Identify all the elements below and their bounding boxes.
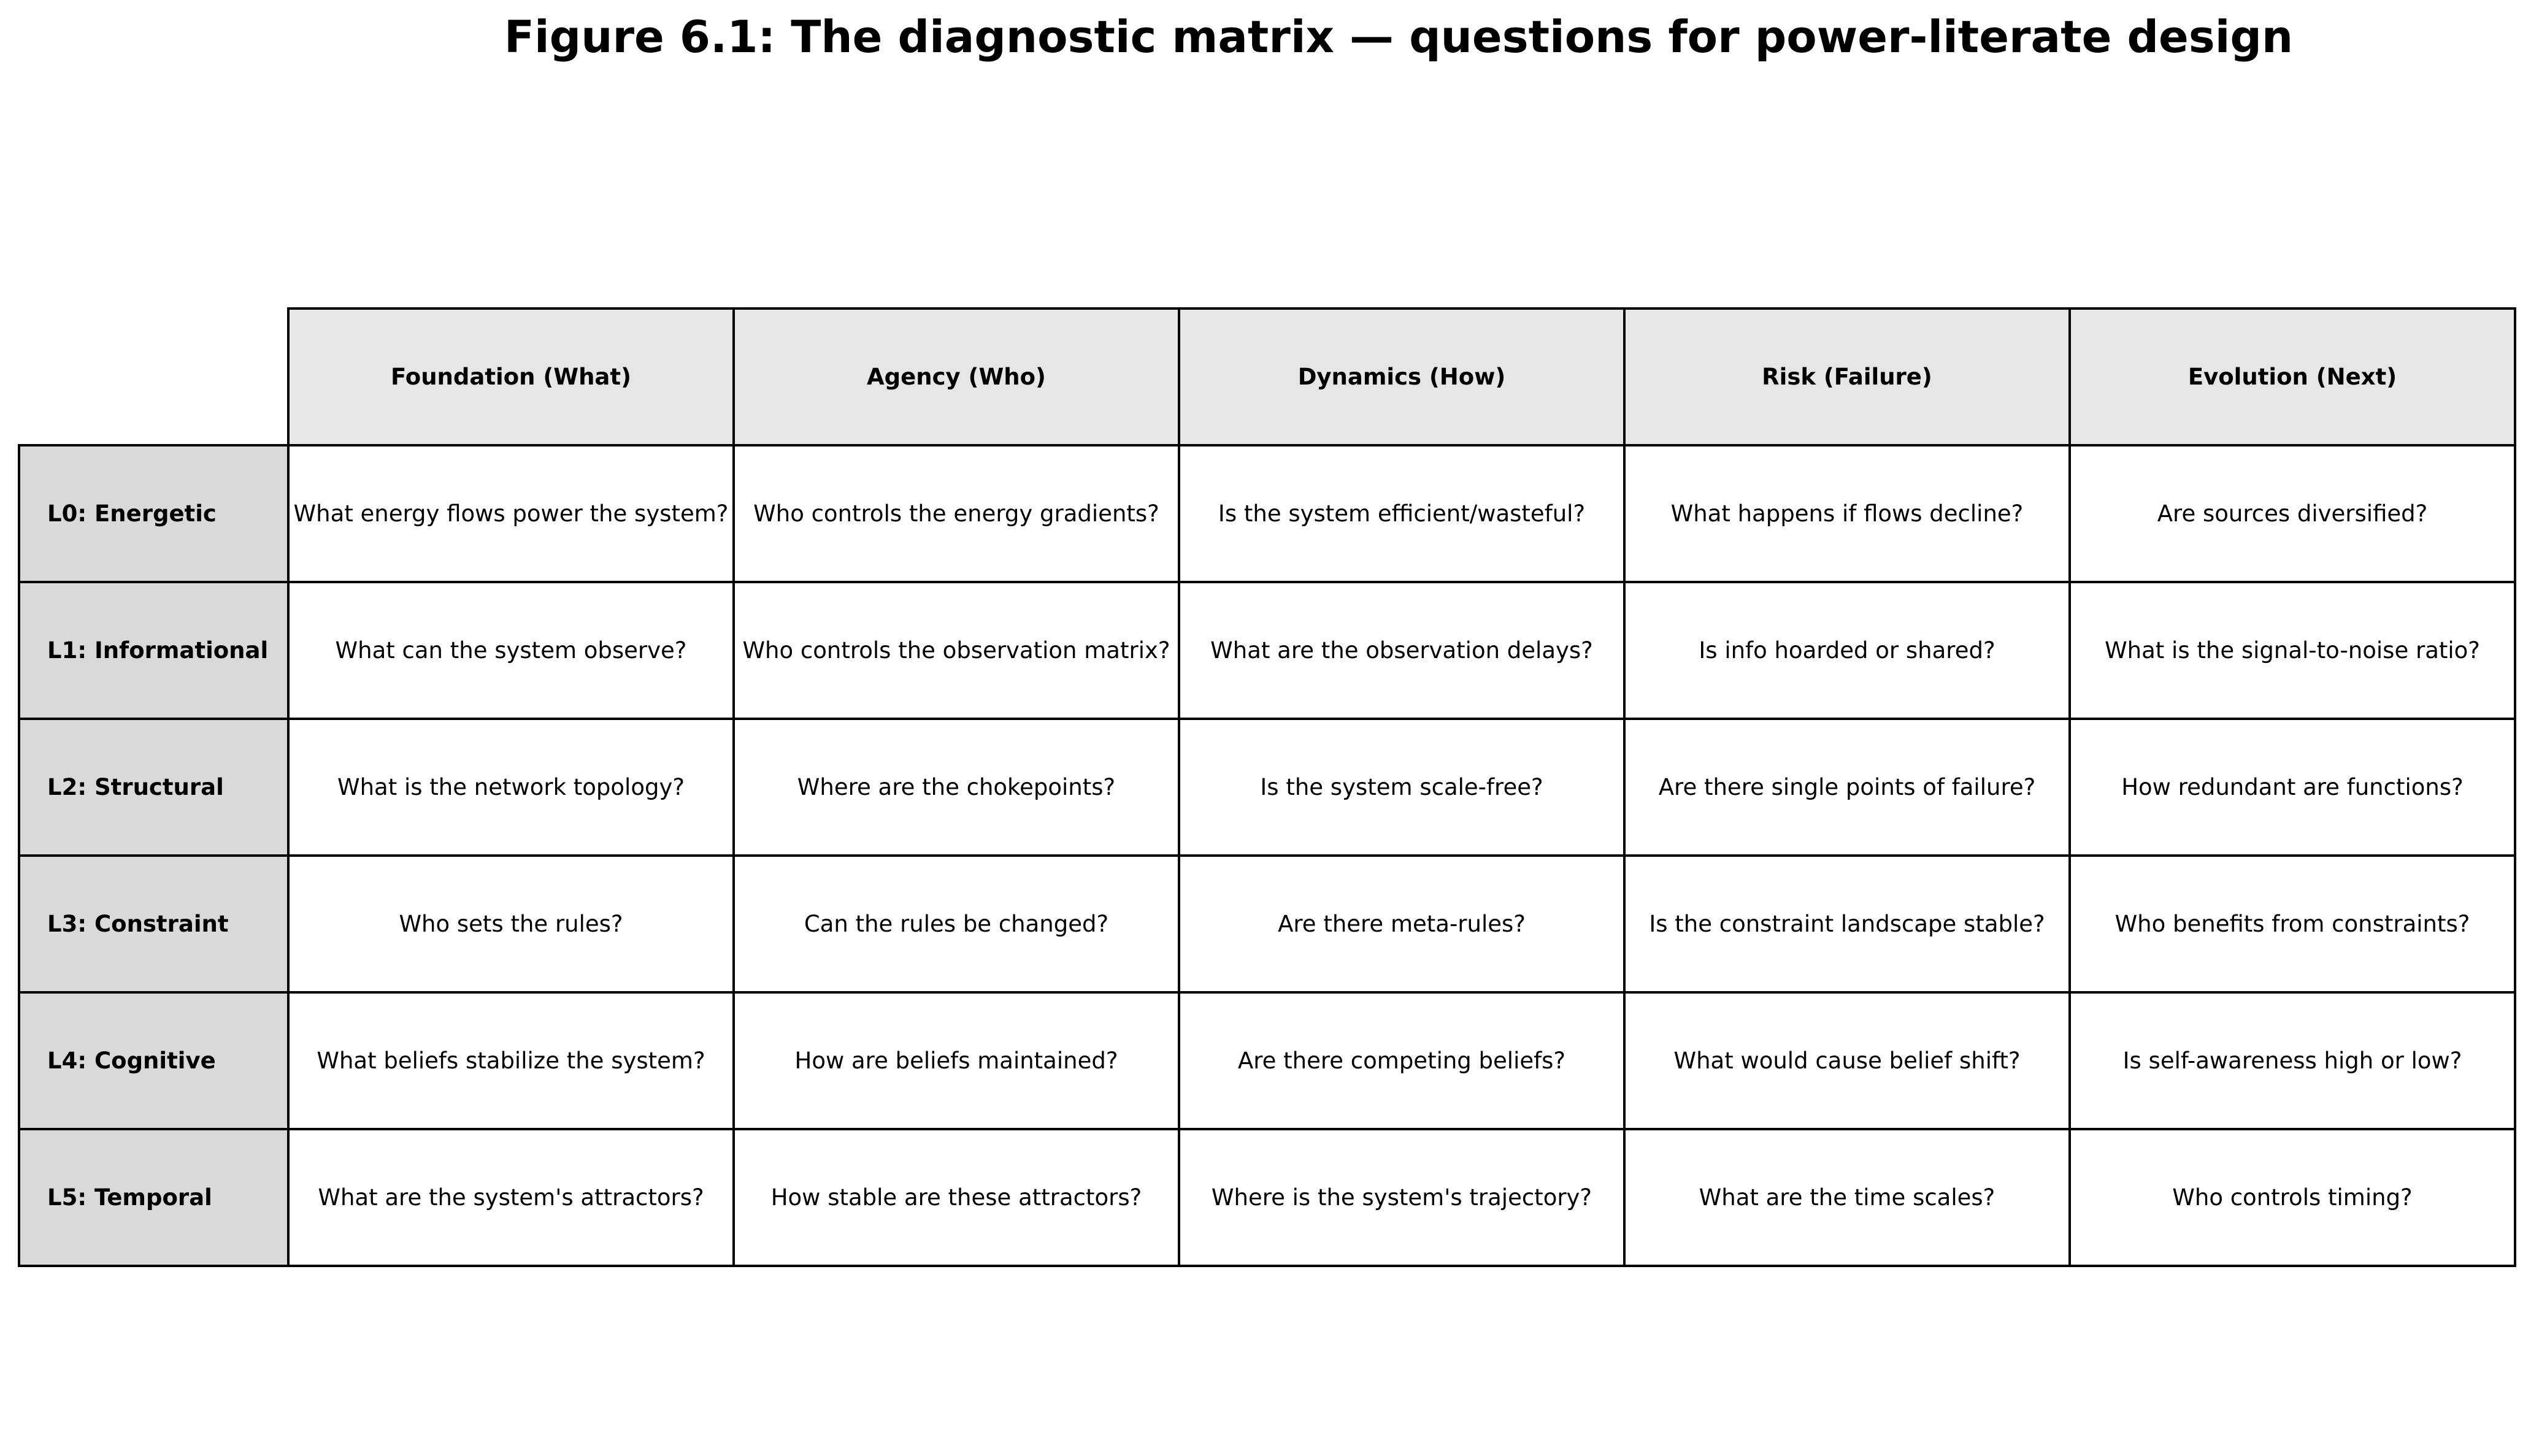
table-cell: Are there meta-rules?	[1179, 856, 1624, 992]
row-header-l1: L1: Informational	[19, 582, 288, 719]
table-cell: Who sets the rules?	[288, 856, 734, 992]
diagnostic-matrix	[18, 307, 2516, 1267]
table-cell: How redundant are functions?	[2070, 719, 2515, 856]
table-cell: What is the signal-to-noise ratio?	[2070, 582, 2515, 719]
table-cell: What beliefs stabilize the system?	[288, 992, 734, 1129]
table-row	[19, 1129, 2515, 1266]
column-header-evolution: Evolution (Next)	[2070, 308, 2515, 445]
table-cell: What are the system's attractors?	[288, 1129, 734, 1266]
row-header-l2: L2: Structural	[19, 719, 288, 856]
table-cell: Is info hoarded or shared?	[1624, 582, 2070, 719]
row-header-l3: L3: Constraint	[19, 856, 288, 992]
table-cell: What energy flows power the system?	[288, 445, 734, 582]
table-cell: Where is the system's trajectory?	[1179, 1129, 1624, 1266]
table-cell: What can the system observe?	[288, 582, 734, 719]
table-cell: What would cause belief shift?	[1624, 992, 2070, 1129]
row-header-l5: L5: Temporal	[19, 1129, 288, 1266]
table-cell: Are sources diversified?	[2070, 445, 2515, 582]
table-cell: What is the network topology?	[288, 719, 734, 856]
column-header-risk: Risk (Failure)	[1624, 308, 2070, 445]
table-cell: How stable are these attractors?	[734, 1129, 1179, 1266]
row-header-l0: L0: Energetic	[19, 445, 288, 582]
table-cell: Is the system scale-free?	[1179, 719, 1624, 856]
table-cell: Is the constraint landscape stable?	[1624, 856, 2070, 992]
table-cell: Can the rules be changed?	[734, 856, 1179, 992]
table-row	[19, 445, 2515, 582]
table-cell: What happens if flows decline?	[1624, 445, 2070, 582]
table-cell: How are beliefs maintained?	[734, 992, 1179, 1129]
column-header-foundation: Foundation (What)	[288, 308, 734, 445]
row-header-l4: L4: Cognitive	[19, 992, 288, 1129]
corner-cell	[19, 308, 288, 445]
table-cell: What are the time scales?	[1624, 1129, 2070, 1266]
table-row	[19, 856, 2515, 992]
column-header-agency: Agency (Who)	[734, 308, 1179, 445]
table-cell: Where are the chokepoints?	[734, 719, 1179, 856]
table-cell: What are the observation delays?	[1179, 582, 1624, 719]
table-cell: Who controls the energy gradients?	[734, 445, 1179, 582]
header-row	[19, 308, 2515, 445]
table-cell: Is self-awareness high or low?	[2070, 992, 2515, 1129]
table-cell: Who benefits from constraints?	[2070, 856, 2515, 992]
table-row	[19, 582, 2515, 719]
table-row	[19, 719, 2515, 856]
table-cell: Are there single points of failure?	[1624, 719, 2070, 856]
table-cell: Is the system efficient/wasteful?	[1179, 445, 1624, 582]
table-cell: Are there competing beliefs?	[1179, 992, 1624, 1129]
column-header-dynamics: Dynamics (How)	[1179, 308, 1624, 445]
table-cell: Who controls timing?	[2070, 1129, 2515, 1266]
table-row	[19, 992, 2515, 1129]
chart-title: Figure 6.1: The diagnostic matrix — questions for power-literate design	[504, 11, 2294, 63]
table-cell: Who controls the observation matrix?	[734, 582, 1179, 719]
